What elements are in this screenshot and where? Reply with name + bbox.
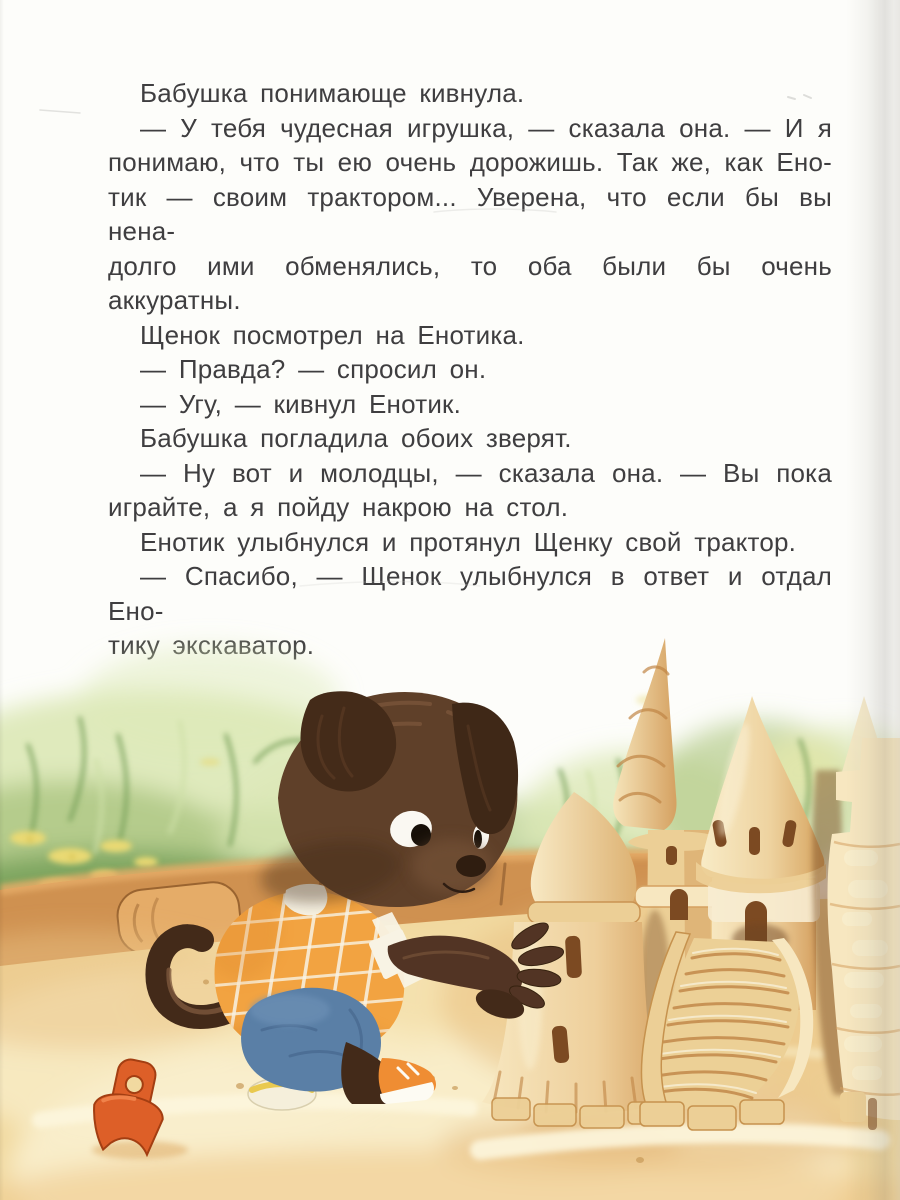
story-line: тику экскаватор. bbox=[108, 630, 315, 660]
story-line: — Угу, — кивнул Енотик. bbox=[140, 388, 462, 419]
story-line: долго ими обменялись, то оба были бы очень аккуратны. bbox=[108, 250, 832, 315]
story-line: играйте, а я пойду накрою на стол. bbox=[108, 492, 569, 522]
story-line: — У тебя чудесная игрушка, — сказала она. — И я bbox=[140, 112, 832, 143]
story-line: — Ну вот и молодцы, — сказала она. — Вы пока bbox=[140, 457, 832, 488]
story-line: Бабушка погладила обоих зверят. bbox=[140, 423, 572, 453]
story-line: Бабушка понимающе кивнула. bbox=[140, 78, 525, 108]
puppy-nose bbox=[456, 855, 486, 877]
scan-artifacts bbox=[40, 95, 811, 586]
story-line: — Спасибо, — Щенок улыбнулся в ответ и отдал Ено- bbox=[108, 561, 832, 626]
sand-castle bbox=[482, 638, 900, 1130]
story-line: — Правда? — спросил он. bbox=[140, 354, 487, 384]
story-line: Щенок посмотрел на Енотика. bbox=[140, 319, 525, 350]
puppy-pupil bbox=[411, 824, 431, 846]
story-line: понимаю, что ты ею очень дорожишь. Так же, как Ено- bbox=[108, 147, 832, 177]
story-line: тик — своим трактором... Уверена, что если бы вы нена- bbox=[108, 181, 832, 246]
story-line: Енотик улыбнулся и протянул Щенку свой трактор. bbox=[140, 526, 797, 557]
